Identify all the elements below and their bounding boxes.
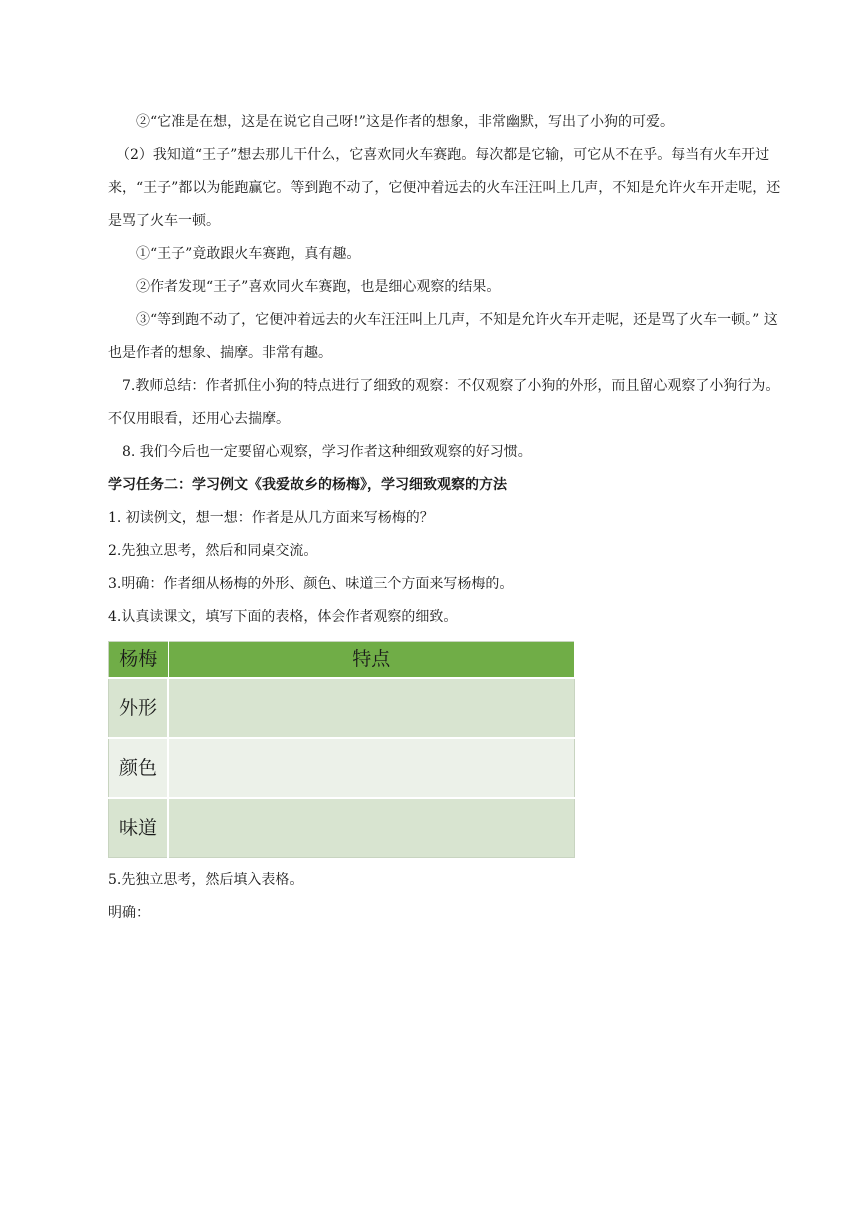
table-row [109, 678, 575, 738]
row-value-cell [168, 738, 575, 798]
row-label: 味道 [109, 798, 169, 858]
paragraph: ①“王子”竟敢跟火车赛跑，真有趣。 [136, 246, 361, 262]
yangmei-table [108, 641, 575, 858]
paragraph: 7.教师总结：作者抓住小狗的特点进行了细致的观察：不仅观察了小狗的外形，而且留心观察了小狗行为。不仅用眼看，还用心去揣摩。 [108, 378, 780, 427]
paragraph: ②“它准是在想，这是在说它自己呀!”这是作者的想象，非常幽默，写出了小狗的可爱。 [136, 114, 674, 130]
paragraph: （2）我知道“王子”想去那儿干什么，它喜欢同火车赛跑。每次都是它输，可它从不在乎。每当有火车开过来，“王子”都以为能跑赢它。等到跑不动了，它便冲着远去的火车汪汪叫上几声，不知是允许火车开走呢，还是骂了火车一顿。 [108, 147, 781, 229]
row-label: 颜色 [109, 738, 169, 798]
row-value-cell [168, 798, 575, 858]
paragraph: ③“等到跑不动了，它便冲着远去的火车汪汪叫上几声，不知是允许火车开走呢，还是骂了火车一顿。” 这也是作者的想象、揣摩。非常有趣。 [108, 312, 778, 361]
paragraph: 4.认真读课文，填写下面的表格，体会作者观察的细致。 [108, 609, 458, 625]
table-header-cell: 杨梅 [109, 642, 169, 679]
table-row [109, 738, 575, 798]
table-header-cell: 特点 [168, 642, 575, 679]
paragraph: ②作者发现“王子”喜欢同火车赛跑，也是细心观察的结果。 [136, 279, 501, 295]
paragraph: 5.先独立思考，然后填入表格。 [108, 872, 304, 888]
table-header-row [109, 642, 575, 679]
paragraph: 3.明确：作者细从杨梅的外形、颜色、味道三个方面来写杨梅的。 [108, 576, 514, 592]
table-row [109, 798, 575, 858]
paragraph: 明确： [108, 905, 150, 921]
row-label: 外形 [109, 678, 169, 738]
row-value-cell [168, 678, 575, 738]
paragraph: 8. 我们今后也一定要留心观察，学习作者这种细致观察的好习惯。 [122, 444, 532, 460]
document-body [108, 106, 784, 930]
section-heading: 学习任务二：学习例文《我爱故乡的杨梅》，学习细致观察的方法 [108, 477, 507, 493]
paragraph: 1. 初读例文，想一想：作者是从几方面来写杨梅的？ [108, 510, 434, 526]
paragraph: 2.先独立思考，然后和同桌交流。 [108, 543, 318, 559]
